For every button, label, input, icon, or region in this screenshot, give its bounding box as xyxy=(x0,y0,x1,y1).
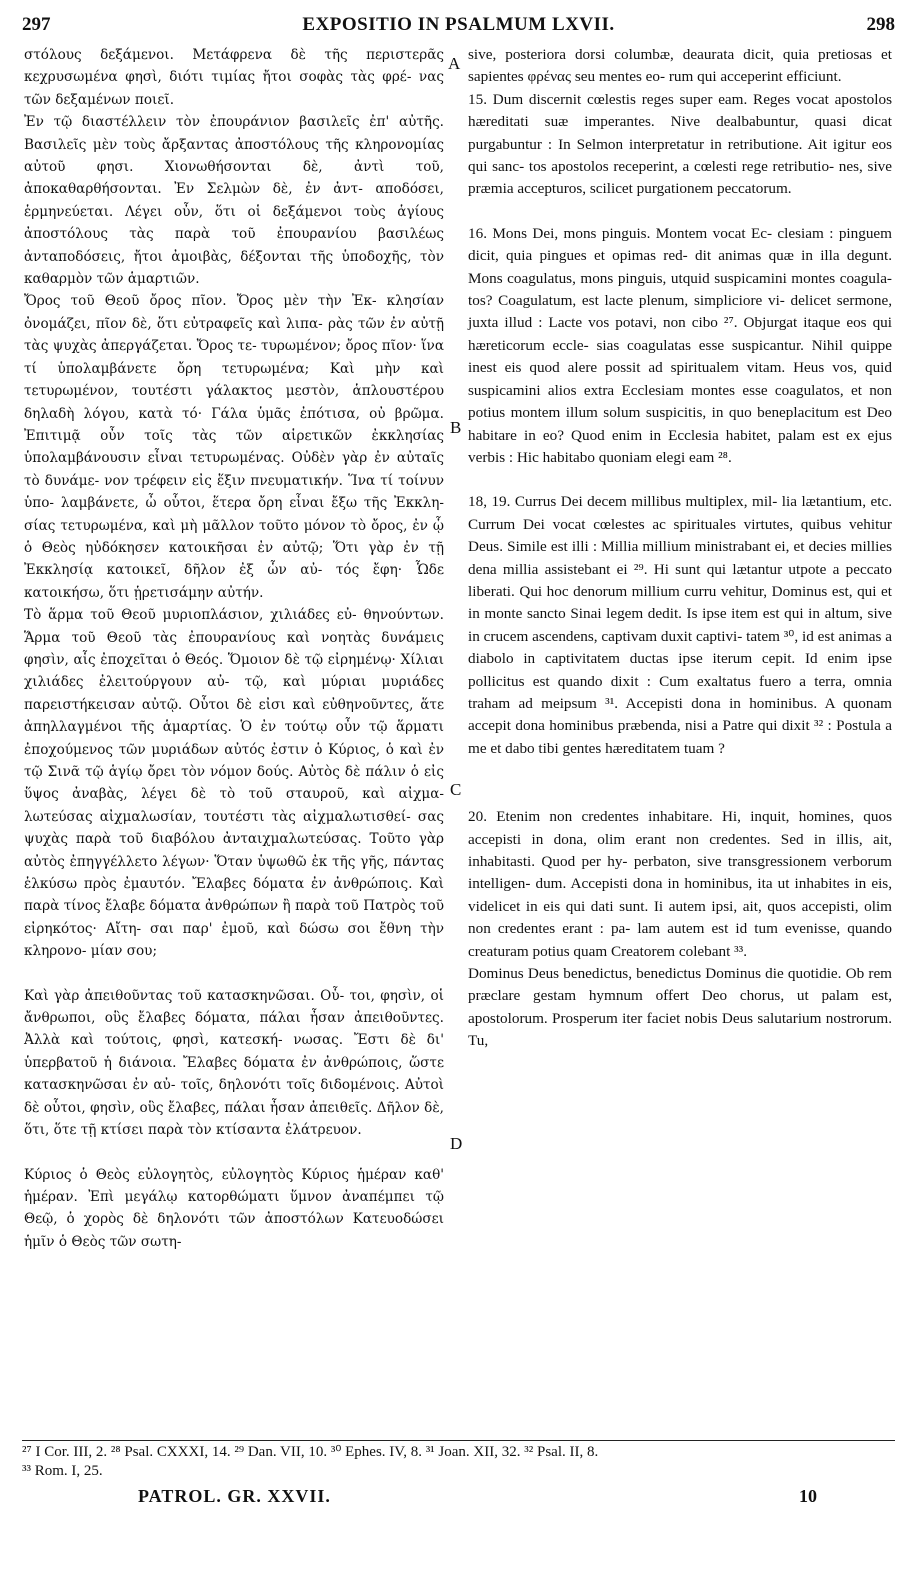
page-number-left: 297 xyxy=(22,14,51,35)
greek-paragraph: Ὄρος τοῦ Θεοῦ ὄρος πῖον. Ὄρος μὲν τὴν Ἐκ- κλησίαν ὀνομάζει, πῖον δὲ, ὅτι εὐτραφεῖς καὶ λιπα- ρὰς τῶν ἐν αὐτῇ τὰς ψυχὰς ἀπεργάζεται. Ὄρος τε- τυρωμένον; ὄρος πῖον· ἵνα τί ὑπολαμβάνετε ὄρη τετυρωμένα; Καὶ μὴν καὶ τετυρωμένον, τουτέστι γάλακτος μεστὸν, ἁπλουστέρου δηλαδὴ λόγου, κατὰ τό· Γάλα ὑμᾶς ἐπότισα, οὐ βρῶμα. Ἐπιτιμᾷ οὖν τοῖς τὰς τῶν αἱρετικῶν ἐκκλησίας ὑπολαμβάνουσιν εἶναι τετυρωμένας. Οὐδὲν γὰρ ἐν αὐταῖς τὸ δυνάμε- νον τρέφειν εἰς ἕξιν πνευματικήν. Ἵνα τί τοίνυν ὑπο- λαμβάνετε, ὦ οὗτοι, ἕτερα ὄρη εἶναι ἔξω τῆς Ἐκκλη- σίας τετυρωμένα, καὶ μὴ μᾶλλον τοῦτο μόνον τὸ ὄρος, ἐν ᾧ ὁ Θεὸς ηὐδόκησεν κατοικῆσαι ἐν αὐτῷ; Ὅτι γὰρ ἐν τῇ Ἐκκλησίᾳ κατοικεῖ, δῆλον ἐξ ὧν αὐ- τός ἔφη· Ὧδε κατοικήσω, ὅτι ᾑρετισάμην αὐτήν. xyxy=(24,293,444,601)
latin-paragraph: 16. Mons Dei, mons pinguis. Montem vocat Ec- clesiam : pinguem dicit, quia pingues et opimas red- dit animas quæ in illa degunt. Mons coagulatus, mons pinguis, utquid suspicamini montes coagula- tos? Coagulatum, est lacte plenum, simpliciore vi- delicet sermone, juxta illud : Lacte vos potavi, non cibo ²⁷. Objurgat itaque eos qui hæreticorum eccle- sias coagulatas esse suspicantur. Nihil quippe inest eis quod alere possit ad spiritualem vitam. Heus vos, quid suspicamini alios extra Ecclesiam montes esse coagulatos, et non potius montem illum solum suspicitis, in quo beneplacitum est Deo habitare in eo? Quod enim in Ecclesia habitet, palam est ex ejus verbis : Hic habitabo quoniam elegi eam ²⁸. xyxy=(468,224,892,466)
running-header xyxy=(22,14,895,38)
latin-paragraph: 20. Etenim non credentes inhabitare. Hi, inquit, homines, quos accepisti in dona, olim erant non credentes. Sed in illis, ait, inhabitasti. Quod per hy- perbaton, sive transgressionem verborum intelligen- dum. Accepisti dona in hominibus, ita ut inhabites in eis, videlicet in eis qui dati sunt. Ii autem ipsi, ait, quos accepisti, olim non credentes erant : pa- lam autem est id tum evenisse, quando creaturam potius quam Creatorem colebant ³³. xyxy=(468,808,892,960)
latin-column xyxy=(468,44,892,1053)
margin-letter-b: B xyxy=(450,418,462,437)
margin-letter-c: C xyxy=(450,780,462,799)
footnote-line: ²⁷ I Cor. III, 2. ²⁸ Psal. CXXXI, 14. ²⁹ Dan. VII, 10. ³⁰ Ephes. IV, 8. ³¹ Joan. XII, 32. ³² Psal. II, 8. xyxy=(22,1444,599,1460)
latin-paragraph: sive, posteriora dorsi columbæ, deaurata dicit, quia pretiosas et sapientes φρένας seu mentes eo- rum qui acceperint efficiunt. xyxy=(468,46,892,86)
greek-paragraph: στόλους δεξάμενοι. Μετάφρενα δὲ τῆς περιστερᾶς κεχρυσωμένα φησὶ, διότι τιμίας ἤτοι σοφὰς τὰς φρέ- νας τῶν δεξαμένων ποιεῖ. xyxy=(24,47,444,108)
footnotes xyxy=(22,1440,895,1481)
greek-column xyxy=(24,44,444,1253)
latin-paragraph: 18, 19. Currus Dei decem millibus multiplex, mil- lia lætantium, etc. Currum Dei vocat cœlestes ac spirituales virtutes, quibus vehitur Deus. Simile est illi : Millia millium ministrabant ei, et decies millies dena millia assistebant ei ²⁹. Hi sunt qui lætantur utpote a peccato liberati. Qui hoc denorum millium curru vehitur, Dominus est, qui et in monte sancto Sinai legem dedit. Is ipse item est qui in altum, sive in crucem ascendens, captivam duxit captivi- tatem ³⁰, id est animas a diabolo in captivitatem ductas ipse iterum cepit. Id enim ipse pollicitus est quando dixit : Cum exaltatus fuero a terra, omnia traham ad meipsum ³¹. Accepisti dona in hominibus. A quonam accepit dona hominibus præbenda, nisi a Patre qui dixit ³² : Postula a me et dabo tibi gentes hæreditatem tuam ? xyxy=(468,493,892,757)
latin-paragraph: Dominus Deus benedictus, benedictus Dominus die quotidie. Ob rem præclare gestam hymnum offert Deo chorus, ut palam est, apostolorum. Prosperum iter faciet nobis Deus salutarium nostrorum. Tu, xyxy=(468,965,892,1050)
greek-paragraph: Καὶ γὰρ ἀπειθοῦντας τοῦ κατασκηνῶσαι. Οὗ- τοι, φησὶν, οἱ ἄνθρωποι, οὓς ἔλαβες δόματα, πάλαι ἦσαν ἀπειθοῦντες. Ἀλλὰ καὶ τούτοις, φησὶ, κατεσκή- νωσας. Ἔστι δὲ δι' ὑπερβατοῦ ἡ διάνοια. Ἔλαβες δόματα ἐν ἀνθρώποις, ὥστε κατασκηνῶσαι ἐν αὐ- τοῖς, δηλονότι τοῖς διδομένοις. Αὐτοὶ δὲ οὗτοι, φησὶν, οὓς ἔλαβες, πάλαι ἦσαν ἀπειθεῖς. Δῆλον δὲ, ὅτι, ὅτε τῇ κτίσει παρὰ τὸν κτίσαντα ἐλάτρευον. xyxy=(24,987,444,1139)
greek-paragraph: Κύριος ὁ Θεὸς εὐλογητὸς, εὐλογητὸς Κύριος ἡμέραν καθ' ἡμέραν. Ἐπὶ μεγάλῳ κατορθώματι ὕμνον ἀναπέμπει τῷ Θεῷ, ὁ χορὸς δὲ δηλονότι τῶν ἀποστόλων Κατευοδώσει ἡμῖν ὁ Θεὸς τῶν σωτη- xyxy=(24,1166,444,1250)
greek-paragraph: Τὸ ἅρμα τοῦ Θεοῦ μυριοπλάσιον, χιλιάδες εὐ- θηνούντων. Ἅρμα τοῦ Θεοῦ τὰς ἐπουρανίους καὶ νοητὰς δυνάμεις φησὶν, αἷς ἐποχεῖται ὁ Θεός. Ὅμοιον δὲ τῷ εἰρημένῳ· Χίλιαι χιλιάδες ἐλειτούργουν αὐ- τῷ, καὶ μύριαι μυριάδες παρειστήκεισαν αὐτῷ. Οὗτοι δὲ εἰσι καὶ εὐθηνοῦντες, ἅτε ἀπηλλαγμένοι τῆς ἁμαρτίας. Ὁ ἐν τούτῳ οὖν τῷ ἅρματι ἐποχούμενος τῶν μυριάδων αὐτός ἐστιν ὁ Κύριος, ὁ καὶ ἐν τῷ Σινᾶ τῷ ἁγίῳ ὄρει τὸν νόμον δούς. Αὐτὸς δὲ πάλιν ὁ εἰς ὕψος ἀναβὰς, λέγει δὲ τὸ τοῦ σταυροῦ, καὶ αἰχμα- λωτεύσας αἰχμαλωσίαν, τουτέστι τὰς αἰχμαλωτισθεί- σας ψυχὰς παρὰ τοῦ διαβόλου ἀνταιχμαλωτεύσας. Τοῦτο γὰρ αὐτὸς ἐπηγγέλλετο λέγων· Ὅταν ὑψωθῶ ἐκ τῆς γῆς, πάντας ἑλκύσω πρὸς ἐμαυτόν. Ἔλαβες δόματα ἐν ἀνθρώποις. Καὶ παρὰ τίνος ἔλαβε δόματα ἀνθρώπων ἢ παρὰ τοῦ Πατρὸς τοῦ εἰρηκότος· Αἴτη- σαι παρ' ἐμοῦ, καὶ δώσω σοι ἔθνη τὴν κληρονο- μίαν σου; xyxy=(24,607,444,960)
margin-letter-d: D xyxy=(450,1134,463,1153)
page-number-right: 298 xyxy=(866,14,895,35)
latin-paragraph: 15. Dum discernit cœlestis reges super eam. Reges vocat apostolos hæreditati suæ imperantes. Nive dealbabuntur, quasi dicat purgabuntur : In Selmon interpretatur in retributione. Ait igitur eos qui sanc- tos apostolos receperint, a cœlesti rege retributio- nes, sive præmia accepturos, scilicet purgationem peccatorum. xyxy=(468,90,892,198)
signature-mark: PATROL. GR. XXVII. xyxy=(138,1486,331,1506)
footnote-line: ³³ Rom. I, 25. xyxy=(22,1463,103,1479)
running-title: EXPOSITIO IN PSALMUM LXVII. xyxy=(302,14,615,35)
page-footer xyxy=(138,1486,817,1508)
margin-letter-a: A xyxy=(448,54,461,73)
greek-paragraph: Ἐν τῷ διαστέλλειν τὸν ἐπουράνιον βασιλεῖς ἐπ' αὐτῆς. Βασιλεῖς μὲν τοὺς ἄρξαντας ἀποστόλους τῆς κληρονομίας αὐτοῦ φησι. Χιονωθήσονται δὲ, ἀντὶ τοῦ, ἀποκαθαρθήσονται. Ἐν Σελμὼν δὲ, ἐν ἀντ- αποδόσει, ἑρμηνεύεται. Λέγει οὖν, ὅτι οἱ δεξάμενοι τοὺς ἁγίους ἀποστόλους τὰς παρὰ τοῦ ἐπουρανίου βασιλέως ἀνταποδόσεις, ἤτοι ἀμοιβὰς, δέξονται τῆς ὑποδοχῆς, τὸν καθαρμὸν τῶν ἁμαρτιῶν. xyxy=(24,114,444,288)
signature-number: 10 xyxy=(799,1486,817,1506)
